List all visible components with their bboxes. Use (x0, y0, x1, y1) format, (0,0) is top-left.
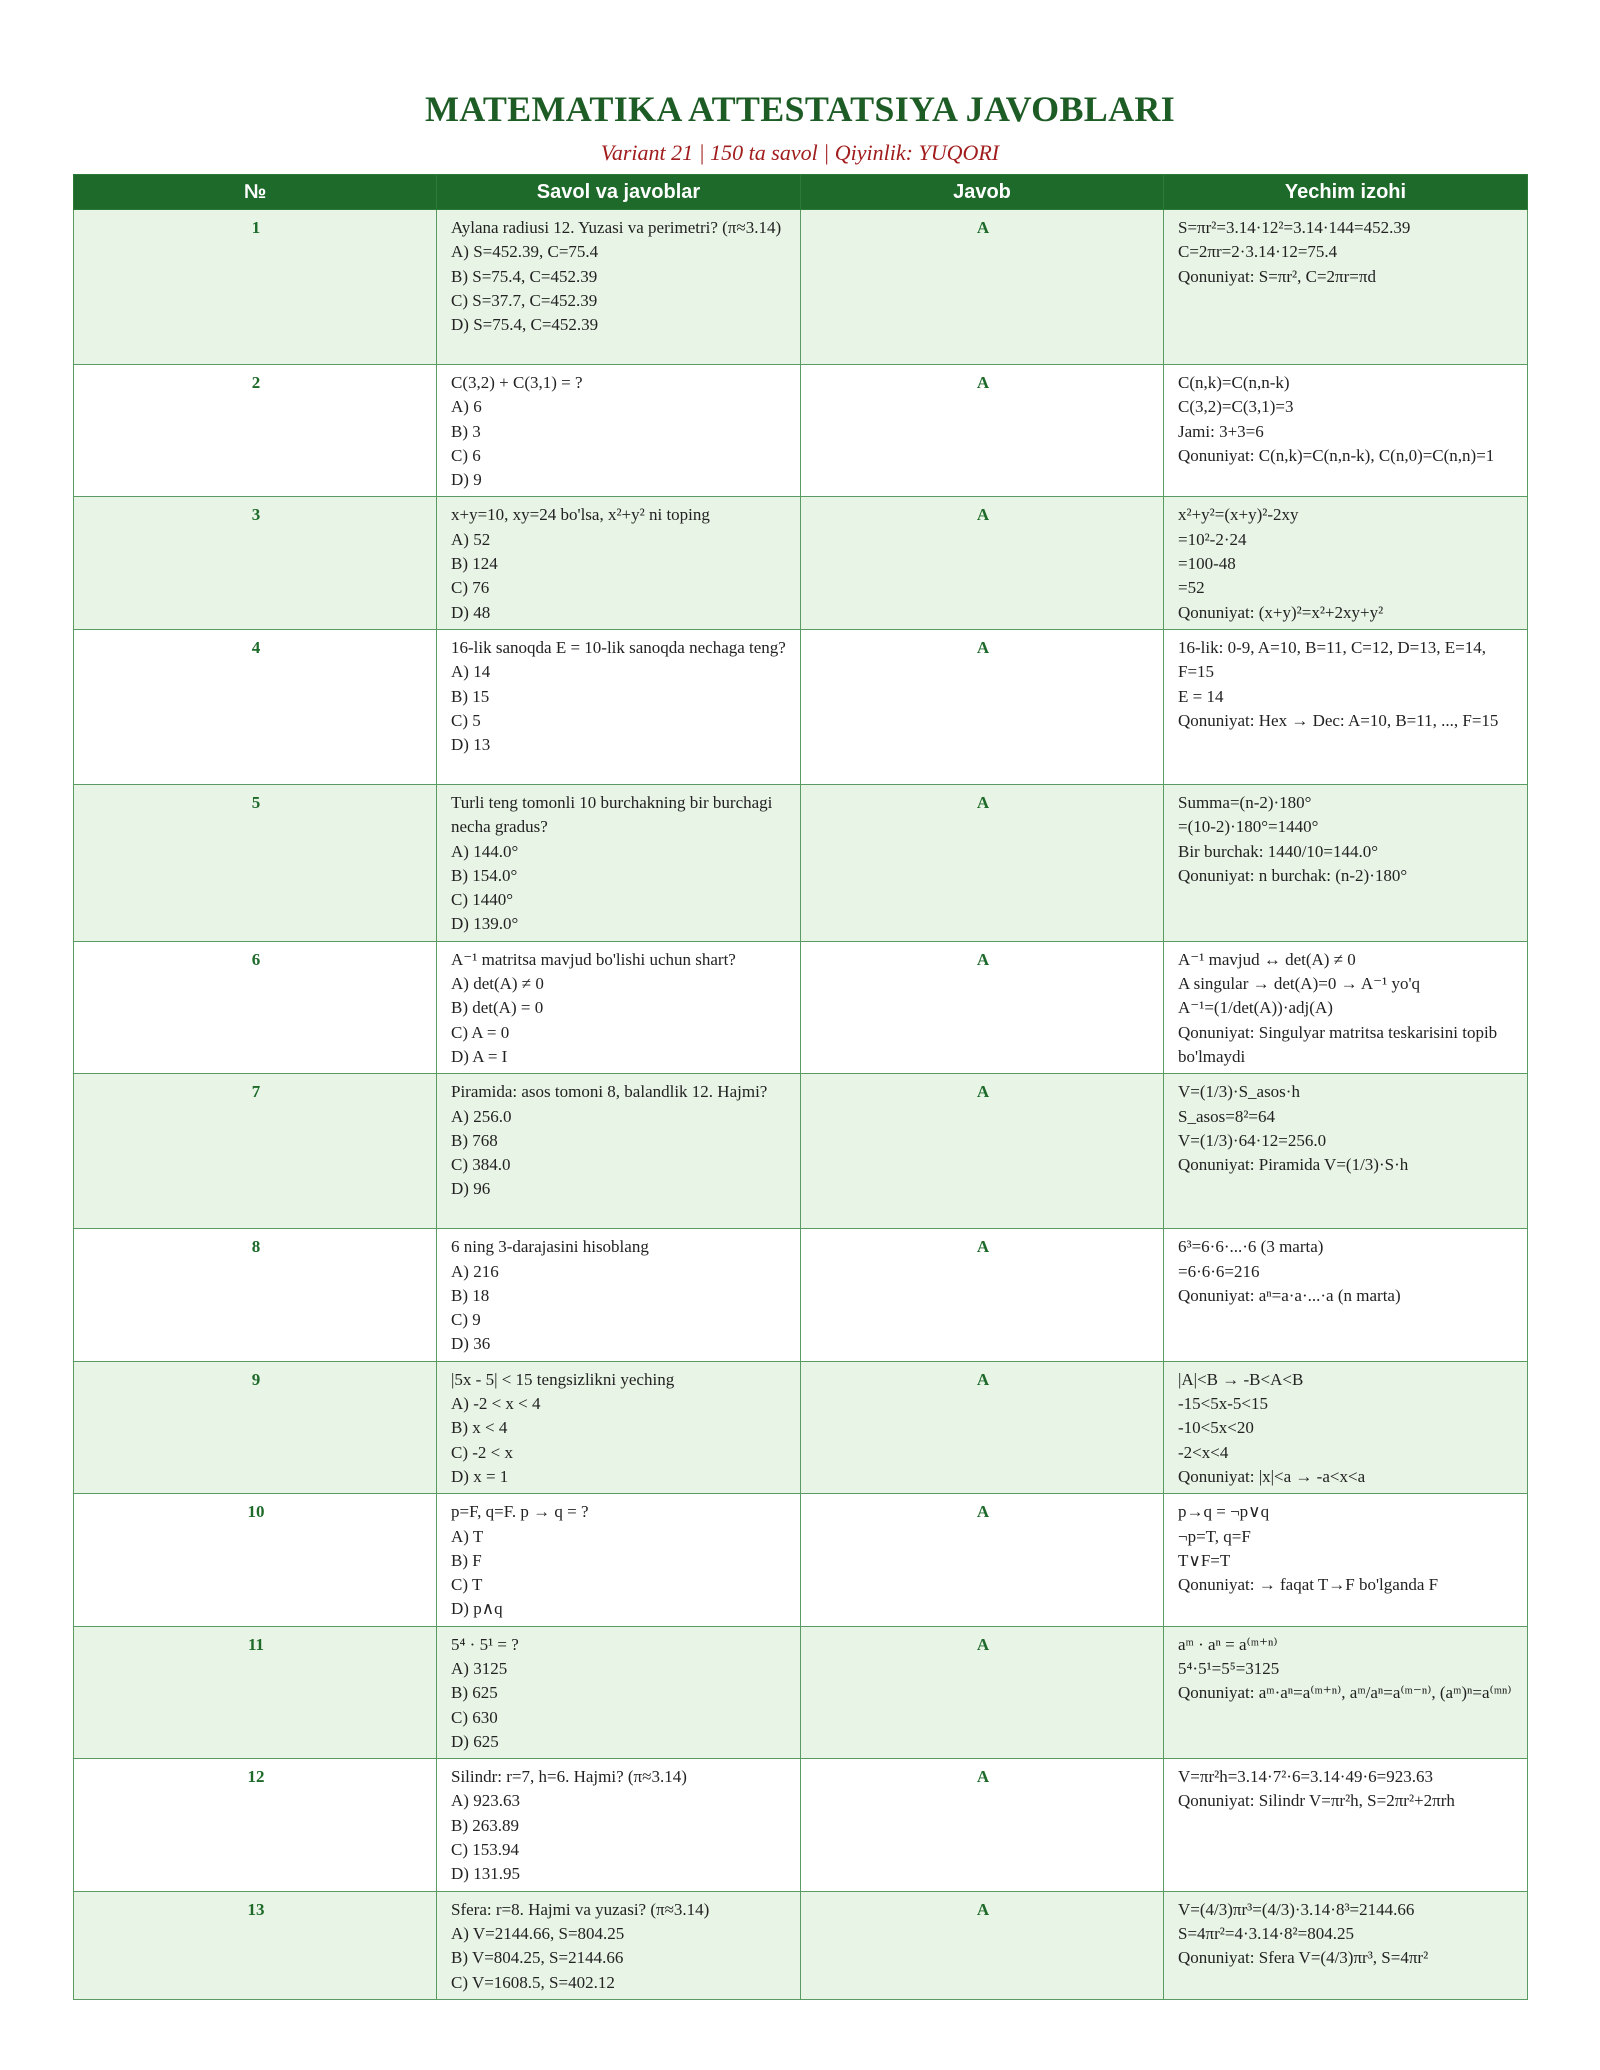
table-row (74, 365, 1528, 497)
solution-line: 5⁴·5¹=5⁵=3125 (1178, 1658, 1280, 1678)
answer-option: B) x < 4 (451, 1418, 508, 1438)
correct-answer: A (801, 1361, 1164, 1493)
question-cell (437, 941, 801, 1073)
question-number: 3 (74, 497, 437, 629)
solution-line: aᵐ · aⁿ = a⁽ᵐ⁺ⁿ⁾ (1178, 1634, 1278, 1654)
question-number: 8 (74, 1229, 437, 1361)
solution-cell (1164, 629, 1528, 784)
correct-answer: A (801, 1626, 1164, 1758)
question-cell (437, 1494, 801, 1626)
answer-option: D) A = I (451, 1046, 508, 1066)
solution-line: S=πr²=3.14·12²=3.14·144=452.39 (1178, 218, 1411, 237)
answer-option: B) 18 (451, 1285, 490, 1305)
answer-option: A) 256.0 (451, 1106, 512, 1126)
question-cell (437, 1229, 801, 1361)
answer-option: A) 144.0° (451, 841, 519, 861)
solution-line: C=2πr=2·3.14·12=75.4 (1178, 242, 1338, 262)
solution-cell (1164, 1074, 1528, 1229)
solution-cell (1164, 1361, 1528, 1493)
answer-option: A) 923.63 (451, 1791, 520, 1811)
question-text: Piramida: asos tomoni 8, balandlik 12. Hajmi? (451, 1082, 768, 1102)
question-text: 16-lik sanoqda E = 10-lik sanoqda nechaga teng? (451, 637, 786, 657)
table-row (74, 1074, 1528, 1229)
question-text: Turli teng tomonli 10 burchakning bir burchagi necha gradus? (451, 792, 773, 837)
question-number: 13 (74, 1891, 437, 1999)
answer-option: C) S=37.7, C=452.39 (451, 290, 598, 310)
answer-option: D) 96 (451, 1179, 491, 1199)
correct-answer: A (801, 941, 1164, 1073)
question-cell (437, 629, 801, 784)
correct-answer: A (801, 629, 1164, 784)
question-number: 2 (74, 365, 437, 497)
solution-line: -15<5x-5<15 (1178, 1394, 1268, 1414)
answer-option: C) 9 (451, 1310, 481, 1330)
answer-option: D) 36 (451, 1334, 491, 1354)
header-answer: Javob (801, 175, 1164, 210)
question-text: p=F, q=F. p → q = ? (451, 1502, 589, 1522)
question-text: |5x - 5| < 15 tengsizlikni yeching (451, 1369, 675, 1389)
solution-line: C(n,k)=C(n,n-k) (1178, 373, 1290, 392)
solution-line: Qonuniyat: S=πr², C=2πr=πd (1178, 266, 1376, 286)
solution-line: V=(1/3)·64·12=256.0 (1178, 1130, 1327, 1150)
correct-answer: A (801, 497, 1164, 629)
solution-cell (1164, 497, 1528, 629)
answer-option: A) S=452.39, C=75.4 (451, 242, 599, 262)
solution-line: =(10-2)·180°=1440° (1178, 817, 1319, 837)
solution-line: =6·6·6=216 (1178, 1261, 1260, 1281)
table-row (74, 941, 1528, 1073)
solution-line: x²+y²=(x+y)²-2xy (1178, 505, 1299, 525)
answer-option: D) p∧q (451, 1599, 503, 1619)
table-header-row (74, 175, 1528, 210)
solution-line: Qonuniyat: Singulyar matritsa teskarisini topib bo'lmaydi (1178, 1022, 1498, 1066)
solution-line: A⁻¹=(1/det(A))·adj(A) (1178, 998, 1333, 1018)
question-text: Sfera: r=8. Hajmi va yuzasi? (π≈3.14) (451, 1899, 710, 1919)
question-cell (437, 1891, 801, 1999)
header-solution: Yechim izohi (1164, 175, 1528, 210)
solution-line: Summa=(n-2)·180° (1178, 792, 1312, 812)
document-title: MATEMATIKA ATTESTATSIYA JAVOBLARI (424, 89, 1176, 129)
solution-line: -2<x<4 (1178, 1442, 1229, 1462)
question-text: Silindr: r=7, h=6. Hajmi? (π≈3.14) (451, 1767, 687, 1787)
answer-option: C) V=1608.5, S=402.12 (451, 1972, 615, 1992)
table-body (74, 210, 1528, 2000)
answer-option: B) 768 (451, 1130, 498, 1150)
table-row (74, 629, 1528, 784)
answer-option: B) V=804.25, S=2144.66 (451, 1948, 624, 1968)
answer-option: D) S=75.4, C=452.39 (451, 315, 599, 335)
solution-line: A singular → det(A)=0 → A⁻¹ yo'q (1178, 974, 1421, 994)
answer-option: C) -2 < x (451, 1442, 513, 1462)
answer-option: A) 216 (451, 1261, 499, 1281)
solution-cell (1164, 1891, 1528, 1999)
solution-cell (1164, 1626, 1528, 1758)
solution-line: Qonuniyat: aᵐ·aⁿ=a⁽ᵐ⁺ⁿ⁾, aᵐ/aⁿ=a⁽ᵐ⁻ⁿ⁾, (aᵐ)ⁿ=a⁽ᵐⁿ⁾ (1178, 1683, 1512, 1703)
correct-answer: A (801, 784, 1164, 941)
question-cell (437, 1759, 801, 1891)
solution-line: =100-48 (1178, 554, 1236, 574)
solution-line: Qonuniyat: Hex → Dec: A=10, B=11, ..., F=15 (1178, 710, 1499, 730)
answer-option: A) V=2144.66, S=804.25 (451, 1923, 625, 1943)
solution-line: =10²-2·24 (1178, 529, 1247, 549)
solution-line: 16-lik: 0-9, A=10, B=11, C=12, D=13, E=14, F=15 (1178, 637, 1486, 682)
question-text: Aylana radiusi 12. Yuzasi va perimetri? (π≈3.14) (451, 218, 782, 237)
answer-option: A) 3125 (451, 1658, 508, 1678)
answer-option: A) 6 (451, 397, 482, 417)
solution-line: Qonuniyat: n burchak: (n-2)·180° (1178, 865, 1408, 885)
solution-cell (1164, 365, 1528, 497)
table-row (74, 497, 1528, 629)
solution-cell (1164, 784, 1528, 941)
question-number: 5 (74, 784, 437, 941)
answer-option: A) det(A) ≠ 0 (451, 974, 544, 994)
solution-line: A⁻¹ mavjud ↔ det(A) ≠ 0 (1178, 949, 1356, 969)
question-text: 6 ning 3-darajasini hisoblang (451, 1237, 649, 1257)
answer-option: D) 13 (451, 735, 491, 755)
answer-option: C) A = 0 (451, 1022, 510, 1042)
correct-answer: A (801, 1074, 1164, 1229)
document-subtitle: Variant 21 | 150 ta savol | Qiyinlik: YUQORI (600, 140, 1000, 165)
solution-line: =52 (1178, 578, 1205, 598)
solution-cell (1164, 941, 1528, 1073)
solution-line: ¬p=T, q=F (1178, 1526, 1251, 1546)
answer-option: C) 5 (451, 710, 481, 730)
solution-line: E = 14 (1178, 686, 1224, 706)
answer-option: A) 52 (451, 529, 491, 549)
solution-line: V=πr²h=3.14·7²·6=3.14·49·6=923.63 (1178, 1767, 1433, 1787)
answer-option: D) x = 1 (451, 1466, 509, 1486)
answer-option: D) 139.0° (451, 914, 519, 934)
question-cell (437, 365, 801, 497)
question-text: 5⁴ · 5¹ = ? (451, 1634, 519, 1654)
question-text: C(3,2) + C(3,1) = ? (451, 373, 583, 392)
solution-line: -10<5x<20 (1178, 1418, 1254, 1438)
question-cell (437, 784, 801, 941)
table-row (74, 1229, 1528, 1361)
solution-line: T∨F=T (1178, 1550, 1231, 1570)
correct-answer: A (801, 365, 1164, 497)
answer-option: D) 9 (451, 470, 482, 490)
question-number: 10 (74, 1494, 437, 1626)
correct-answer: A (801, 1494, 1164, 1626)
header-number: № (74, 175, 437, 210)
solution-line: Bir burchak: 1440/10=144.0° (1178, 841, 1379, 861)
answer-option: B) det(A) = 0 (451, 998, 544, 1018)
solution-line: Qonuniyat: |x|<a → -a<x<a (1178, 1466, 1366, 1486)
question-cell (437, 210, 801, 365)
question-number: 1 (74, 210, 437, 365)
answer-option: B) 625 (451, 1683, 498, 1703)
document-page (73, 0, 1527, 2000)
solution-line: Qonuniyat: Silindr V=πr²h, S=2πr²+2πrh (1178, 1791, 1455, 1811)
question-number: 7 (74, 1074, 437, 1229)
answer-option: B) 124 (451, 554, 498, 574)
solution-line: V=(4/3)πr³=(4/3)·3.14·8³=2144.66 (1178, 1899, 1415, 1919)
answer-option: C) 153.94 (451, 1840, 519, 1860)
answer-option: A) T (451, 1526, 484, 1546)
solution-line: V=(1/3)·S_asos·h (1178, 1082, 1300, 1102)
answer-option: B) S=75.4, C=452.39 (451, 266, 598, 286)
solution-line: S_asos=8²=64 (1178, 1106, 1276, 1126)
answer-option: B) 263.89 (451, 1815, 519, 1835)
question-text: x+y=10, xy=24 bo'lsa, x²+y² ni toping (451, 505, 710, 525)
header-question: Savol va javoblar (437, 175, 801, 210)
answer-option: D) 625 (451, 1731, 499, 1751)
answer-option: C) 1440° (451, 890, 514, 910)
solution-line: Qonuniyat: Piramida V=(1/3)·S·h (1178, 1155, 1409, 1175)
table-row (74, 784, 1528, 941)
question-number: 6 (74, 941, 437, 1073)
table-row (74, 1494, 1528, 1626)
answer-option: B) F (451, 1550, 482, 1570)
answer-option: B) 3 (451, 421, 481, 441)
correct-answer: A (801, 1891, 1164, 1999)
solution-line: S=4πr²=4·3.14·8²=804.25 (1178, 1923, 1354, 1943)
answer-option: C) 384.0 (451, 1155, 511, 1175)
question-cell (437, 1626, 801, 1758)
answer-option: D) 48 (451, 602, 491, 622)
question-cell (437, 1361, 801, 1493)
solution-cell (1164, 210, 1528, 365)
table-row (74, 1759, 1528, 1891)
question-number: 9 (74, 1361, 437, 1493)
solution-line: 6³=6·6·...·6 (3 marta) (1178, 1237, 1324, 1257)
answer-option: B) 15 (451, 686, 490, 706)
answer-option: C) 630 (451, 1707, 498, 1727)
correct-answer: A (801, 1229, 1164, 1361)
answer-option: C) 76 (451, 578, 490, 598)
solution-cell (1164, 1759, 1528, 1891)
question-number: 4 (74, 629, 437, 784)
solution-line: |A|<B → -B<A<B (1178, 1369, 1304, 1389)
solution-line: Qonuniyat: C(n,k)=C(n,n-k), C(n,0)=C(n,n)=1 (1178, 445, 1495, 465)
answer-option: A) -2 < x < 4 (451, 1394, 541, 1414)
question-number: 11 (74, 1626, 437, 1758)
solution-line: Jami: 3+3=6 (1178, 421, 1264, 441)
solution-line: Qonuniyat: aⁿ=a·a·...·a (n marta) (1178, 1285, 1401, 1305)
answer-option: C) T (451, 1575, 483, 1595)
solution-line: Qonuniyat: → faqat T→F bo'lganda F (1178, 1575, 1439, 1595)
table-row (74, 210, 1528, 365)
question-cell (437, 1074, 801, 1229)
solution-line: C(3,2)=C(3,1)=3 (1178, 397, 1294, 417)
solution-line: p→q = ¬p∨q (1178, 1502, 1270, 1522)
question-cell (437, 497, 801, 629)
correct-answer: A (801, 1759, 1164, 1891)
answer-option: C) 6 (451, 445, 481, 465)
correct-answer: A (801, 210, 1164, 365)
question-text: A⁻¹ matritsa mavjud bo'lishi uchun shart? (451, 949, 736, 969)
solution-line: Qonuniyat: (x+y)²=x²+2xy+y² (1178, 602, 1384, 622)
answer-option: B) 154.0° (451, 865, 518, 885)
answer-option: D) 131.95 (451, 1864, 520, 1884)
table-row (74, 1626, 1528, 1758)
table-row (74, 1361, 1528, 1493)
solution-cell (1164, 1229, 1528, 1361)
solution-cell (1164, 1494, 1528, 1626)
question-number: 12 (74, 1759, 437, 1891)
answers-table (73, 174, 1528, 2000)
answer-option: A) 14 (451, 662, 491, 682)
solution-line: Qonuniyat: Sfera V=(4/3)πr³, S=4πr² (1178, 1948, 1429, 1968)
table-row (74, 1891, 1528, 1999)
